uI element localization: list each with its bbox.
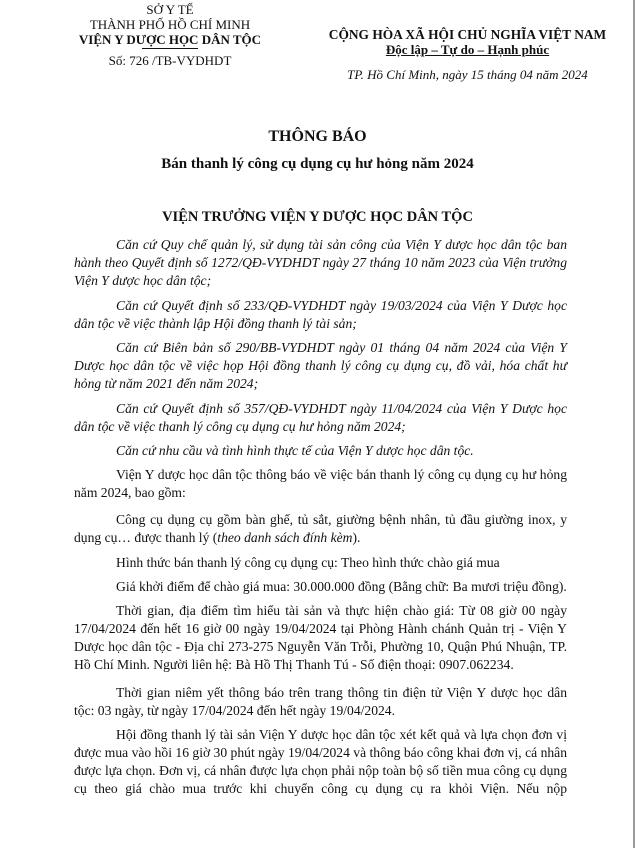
notice-subtitle: Bán thanh lý công cụ dụng cụ hư hỏng năm 2024 [161, 156, 474, 172]
nation-title: CỘNG HÒA XÃ HỘI CHỦ NGHĨA VIỆT NAM [328, 27, 607, 42]
authority-heading: VIỆN TRƯỞNG VIỆN Y DƯỢC HỌC DÂN TỘC [162, 209, 473, 225]
legal-basis-5: Căn cứ nhu cầu và tình hình thực tế của Viện Y dược học dân tộc. [116, 443, 474, 458]
items-note: theo danh sách đính kèm [217, 530, 353, 545]
legal-basis-1: Căn cứ Quy chế quản lý, sử dụng tài sản công của Viện Y dược học dân tộc ban hành theo Quyết định số 1272/QĐ-VYDHDT ngày 27 tháng 10 năm 2023 của Viện trưởng Viện Y dược học dân tộc; [74, 237, 567, 288]
time-place-paragraph: Thời gian, địa điểm tìm hiểu tài sản và thực hiện chào giá: Từ 08 giờ 00 ngày 17/04/2024 đến hết 16 giờ 00 ngày 19/04/2024 tại Phòng Hành chánh Quản trị - Viện Y Dược học dân tộc - Địa chỉ 273-275 Nguyễn Văn Trỗi, Phường 10, Quận Phú Nhuận, TP. Hồ Chí Minh. Người liên hệ: Bà Hồ Thị Thanh Tú - Số điện thoại: 0907.062234. [74, 603, 567, 672]
issuer-underline [142, 48, 198, 49]
national-motto: Độc lập – Tự do – Hạnh phúc [385, 42, 550, 57]
institute-name: VIỆN Y DƯỢC HỌC DÂN TỘC [78, 32, 262, 47]
items-paragraph [74, 511, 567, 547]
intro-paragraph: Viện Y dược học dân tộc thông báo về việc bán thanh lý công cụ dụng cụ hư hỏng năm 2024, bao gồm: [74, 467, 567, 500]
sale-form: Hình thức bán thanh lý công cụ dụng cụ: Theo hình thức chào giá mua [116, 555, 500, 570]
city-name: THÀNH PHỐ HỒ CHÍ MINH [89, 17, 251, 32]
notice-title: THÔNG BÁO [268, 128, 367, 145]
issuer-block [64, 2, 276, 68]
legal-basis-3: Căn cứ Biên bản số 290/BB-VYDHDT ngày 01 tháng 04 năm 2024 của Viện Y Dược học dân tộc về việc họp Hội đồng thanh lý công cụ dụng cụ, đồ vải, hóa chất hư hỏng từ năm 2021 đến năm 2024; [74, 340, 567, 391]
posting-paragraph: Thời gian niêm yết thông báo trên trang thông tin điện tử Viện Y dược học dân tộc: 03 ngày, từ ngày 17/04/2024 đến hết ngày 19/04/2024. [74, 685, 567, 718]
starting-price: Giá khởi điểm để chào giá mua: 30.000.000 đồng (Bằng chữ: Ba mươi triệu đồng). [116, 579, 567, 594]
ministry-name: SỞ Y TẾ [146, 2, 194, 17]
legal-basis-2: Căn cứ Quyết định số 233/QĐ-VYDHDT ngày 19/03/2024 của Viện Y Dược học dân tộc về việc thành lập Hội đồng thanh lý tài sản; [74, 298, 567, 331]
document-number: Số: 726 /TB-VYDHDT [108, 53, 232, 68]
council-paragraph: Hội đồng thanh lý tài sản Viện Y dược học dân tộc xét kết quả và lựa chọn đơn vị được mua vào hồi 16 giờ 30 phút ngày 19/04/2024 và thông báo công khai đơn vị, cá nhân được lựa chọn. Đơn vị, cá nhân được lựa chọn phải nộp toàn bộ số tiền mua công cụ dụng cụ theo giá chào mua trước khi chuyển công cụ dụng cụ ra khỏi Viện. Nếu nộp [74, 727, 567, 796]
legal-basis-4: Căn cứ Quyết định số 357/QĐ-VYDHDT ngày 11/04/2024 của Viện Y Dược học dân tộc về việc thanh lý công cụ dụng cụ hư hỏng năm 2024; [74, 401, 567, 434]
items-text: Công cụ dụng cụ gồm bàn ghế, tủ sắt, giường bệnh nhân, tủ đầu giường inox, y dụng cụ… được thanh lý ( [74, 512, 567, 545]
items-close: ). [352, 530, 361, 545]
place-date: TP. Hồ Chí Minh, ngày 15 tháng 04 năm 2024 [347, 67, 588, 82]
national-header [300, 27, 635, 82]
